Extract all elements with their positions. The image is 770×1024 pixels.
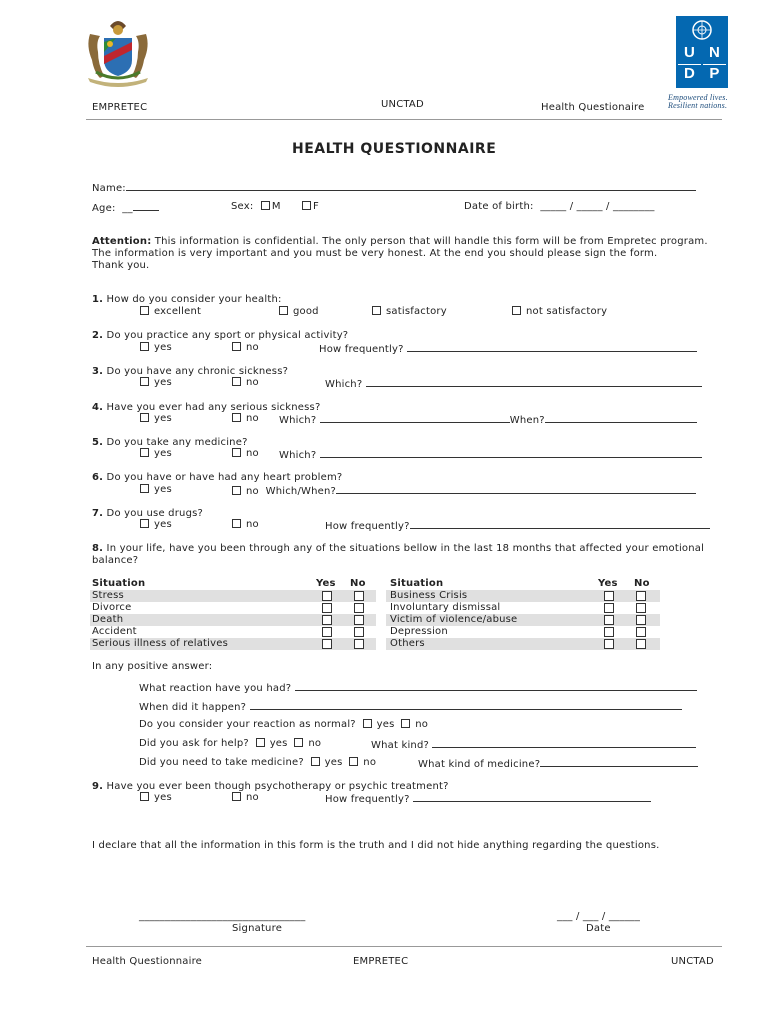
reaction-field [139,681,697,694]
table-row [90,614,376,626]
undp-letter-u: U [683,44,696,61]
checkbox[interactable] [232,377,241,386]
q5-which [279,448,702,461]
table-row [386,590,660,602]
q6-number: 6. [92,472,104,483]
situation-label: Others [390,638,425,649]
q5-extra-label: Which? [279,450,317,461]
reaction-input[interactable] [295,681,697,691]
name-label: Name: [92,183,126,194]
help-yes-checkbox[interactable] [256,738,265,747]
checkbox[interactable] [232,342,241,351]
dob-field [464,201,655,212]
yes-label: yes [154,342,172,353]
sex-field [231,201,319,212]
header-right: Health Questionaire [541,102,645,113]
q9-text: Have you ever been though psychotherapy or psychic treatment? [103,781,449,792]
q9-frequency-input[interactable] [413,792,651,802]
name-field [92,181,696,194]
q6-text: Do you have or have had any heart problem? [103,472,343,483]
no-label: no [363,757,377,768]
q3-which [325,377,702,390]
q4-question [92,402,320,413]
header-divider [86,119,722,120]
yes-label: yes [154,792,172,803]
header-left: EMPRETEC [92,102,148,113]
date-label: Date [586,923,611,934]
what-kind-medicine-input[interactable] [540,757,698,767]
q1-number: 1. [92,294,104,305]
undp-letter-p: P [703,64,726,83]
q3-question [92,366,288,377]
yes-label: yes [154,448,172,459]
q8-number: 8. [92,543,104,554]
table-row [386,638,660,650]
q4-number: 4. [92,402,104,413]
when-label: When did it happen? [139,702,247,713]
yes-label: yes [269,738,288,749]
q7-no[interactable] [232,519,259,530]
no-label: no [246,519,259,530]
q7-frequency-input[interactable] [410,519,710,529]
q5-number: 5. [92,437,104,448]
q1-opt-label: satisfactory [386,306,447,317]
checkbox[interactable] [232,792,241,801]
no-label: no [246,342,259,353]
q2-yes[interactable] [140,342,172,353]
checkbox[interactable] [512,306,521,315]
undp-tagline-1: Empowered lives. [668,93,728,102]
q4-when-input[interactable] [545,413,697,423]
table-header-yes-left: Yes [316,578,336,589]
help-label: Did you ask for help? [139,738,249,749]
q3-which-input[interactable] [366,377,702,387]
un-emblem-icon [676,18,728,42]
q9-number: 9. [92,781,104,792]
name-input[interactable] [126,181,696,191]
no-label: no [415,719,429,730]
no-label: no [246,448,259,459]
situation-no-checkbox[interactable] [636,603,646,613]
no-label: no [246,486,259,497]
undp-letter-n: N [708,44,721,61]
yes-label: yes [324,757,343,768]
situation-label: Depression [390,626,448,637]
situation-label: Victim of violence/abuse [390,614,518,625]
yes-label: yes [154,377,172,388]
what-kind-input[interactable] [432,738,696,748]
situation-label: Business Crisis [390,590,468,601]
q6-question [92,472,342,483]
q7-yes[interactable] [140,519,172,530]
q8-text-1: In your life, have you been through any of the situations bellow in the last 18 months that affected your emotional [103,543,705,554]
declaration-text: I declare that all the information in this form is the truth and I did not hide anything regarding the questions. [92,840,660,851]
situation-no-checkbox[interactable] [354,603,364,613]
situation-no-checkbox[interactable] [354,591,364,601]
footer-right: UNCTAD [671,956,714,967]
q8-question-line-2: balance? [92,555,139,566]
situation-yes-checkbox[interactable] [604,603,614,613]
medicine-field [139,757,376,768]
what-kind-medicine-label: What kind of medicine? [418,759,541,770]
table-row [386,614,660,626]
situation-yes-checkbox[interactable] [322,615,332,625]
q6-input[interactable] [336,484,696,494]
normal-field [139,719,428,730]
q2-question [92,330,348,341]
q2-extra-label: How frequently? [319,344,404,355]
situation-label: Serious illness of relatives [92,638,229,649]
table-header-yes-right: Yes [598,578,618,589]
table-row [90,590,376,602]
checkbox[interactable] [232,413,241,422]
header-center: UNCTAD [381,99,424,110]
q2-no[interactable] [232,342,259,353]
date-line[interactable]: ___ / ___ / ______ [557,911,641,922]
reaction-label: What reaction have you had? [139,683,292,694]
medicine-no-checkbox[interactable] [349,757,358,766]
situation-no-checkbox[interactable] [354,615,364,625]
situation-no-checkbox[interactable] [636,615,646,625]
q1-opt-label: good [293,306,319,317]
age-blank: __ [122,203,133,214]
checkbox[interactable] [279,306,288,315]
checkbox[interactable] [372,306,381,315]
footer-left: Health Questionnaire [92,956,203,967]
q1-opt-not-satisfactory[interactable] [512,306,607,317]
what-kind-field [371,738,696,751]
q9-frequency [325,792,651,805]
attention-text-1: This information is confidential. The only person that will handle this form will be from Empretec program. [151,236,708,247]
q7-frequency [325,519,710,532]
attention-label: Attention: [92,236,152,247]
q2-text: Do you practice any sport or physical activity? [103,330,349,341]
table-header-situation-left: Situation [92,578,146,589]
age-field [92,201,159,214]
medicine-yes-checkbox[interactable] [311,757,320,766]
checkbox[interactable] [232,448,241,457]
no-label: no [246,413,259,424]
q4-no[interactable] [232,413,259,424]
undp-logo [676,16,728,88]
q2-frequency [319,342,697,355]
q4-when-label: When? [509,415,545,426]
age-label: Age: [92,203,116,214]
q9-extra-label: How frequently? [325,794,410,805]
q5-yes[interactable] [140,448,172,459]
checkbox[interactable] [140,484,149,493]
q9-question [92,781,449,792]
q7-text: Do you use drugs? [103,508,204,519]
dob-label: Date of birth: [464,201,534,212]
q8-question-line-1 [92,543,704,554]
positive-intro: In any positive answer: [92,661,213,672]
normal-no-checkbox[interactable] [401,719,410,728]
table-header-situation-right: Situation [390,578,444,589]
q3-no[interactable] [232,377,259,388]
situation-no-checkbox[interactable] [354,627,364,637]
situation-no-checkbox[interactable] [636,639,646,649]
sex-m-checkbox[interactable] [261,201,270,210]
what-kind-medicine-field [418,757,698,770]
situation-label: Involuntary dismissal [390,602,501,613]
page-title: HEALTH QUESTIONNAIRE [292,141,497,157]
attention-line-3: Thank you. [92,260,150,271]
checkbox[interactable] [140,413,149,422]
checkbox[interactable] [140,448,149,457]
situation-yes-checkbox[interactable] [604,615,614,625]
age-input[interactable] [133,201,159,211]
table-row [386,602,660,614]
table-header-no-left: No [350,578,366,589]
situation-yes-checkbox[interactable] [322,639,332,649]
q9-yes[interactable] [140,792,172,803]
q6-yes[interactable] [140,484,172,495]
sex-m-label: M [271,201,281,212]
q5-no[interactable] [232,448,259,459]
no-label: no [308,738,322,749]
help-no-checkbox[interactable] [294,738,303,747]
checkbox[interactable] [232,486,241,495]
undp-letter-d: D [678,64,701,83]
signature-label: Signature [232,923,283,934]
q1-text: How do you consider your health: [103,294,282,305]
q1-question [92,294,282,305]
sex-f-label: F [313,201,319,212]
checkbox[interactable] [232,519,241,528]
q1-opt-label: excellent [154,306,202,317]
when-field [139,700,682,713]
when-input[interactable] [250,700,682,710]
q1-opt-good[interactable] [279,306,319,317]
table-header-no-right: No [634,578,650,589]
q2-number: 2. [92,330,104,341]
situation-no-checkbox[interactable] [354,639,364,649]
yes-label: yes [376,719,395,730]
q1-opt-excellent[interactable] [140,306,201,317]
q5-question [92,437,248,448]
no-label: no [246,377,259,388]
checkbox[interactable] [140,377,149,386]
q4-which [279,413,697,426]
situation-label: Divorce [92,602,132,613]
signature-line[interactable]: ________________________________ [139,911,306,922]
dob-blank[interactable]: _____ / _____ / ________ [540,201,655,212]
situation-label: Stress [92,590,124,601]
q5-text: Do you take any medicine? [103,437,248,448]
footer-divider [86,946,722,947]
q3-yes[interactable] [140,377,172,388]
q3-number: 3. [92,366,104,377]
situation-yes-checkbox[interactable] [604,591,614,601]
q3-extra-label: Which? [325,379,363,390]
situation-label: Accident [92,626,137,637]
no-label: no [246,792,259,803]
footer-center: EMPRETEC [353,956,409,967]
q7-number: 7. [92,508,104,519]
q3-text: Do you have any chronic sickness? [103,366,289,377]
q4-text: Have you ever had any serious sickness? [103,402,321,413]
attention-line-1 [92,236,708,247]
yes-label: yes [154,484,172,495]
q6-extra-label: Which/When? [265,486,337,497]
situation-yes-checkbox[interactable] [604,639,614,649]
sex-f-checkbox[interactable] [302,201,311,210]
checkbox[interactable] [140,792,149,801]
q6-no[interactable] [232,484,696,497]
q2-frequency-input[interactable] [407,342,697,352]
q7-question [92,508,203,519]
table-row [90,638,376,650]
help-field [139,738,321,749]
checkbox[interactable] [140,306,149,315]
table-row [90,602,376,614]
yes-label: yes [154,413,172,424]
normal-label: Do you consider your reaction as normal? [139,719,356,730]
coat-of-arms-logo [80,16,156,88]
situation-label: Death [92,614,124,625]
attention-line-2: The information is very important and you must be very honest. At the end you should please sign the form. [92,248,658,259]
q9-no[interactable] [232,792,259,803]
undp-tagline-2: Resilient nations. [668,101,728,110]
q4-which-input[interactable] [320,413,510,423]
situation-yes-checkbox[interactable] [322,603,332,613]
q1-opt-label: not satisfactory [526,306,608,317]
situation-no-checkbox[interactable] [636,591,646,601]
table-row [386,626,660,638]
q1-opt-satisfactory[interactable] [372,306,447,317]
situation-yes-checkbox[interactable] [322,627,332,637]
q4-extra-label: Which? [279,415,317,426]
situation-yes-checkbox[interactable] [604,627,614,637]
checkbox[interactable] [140,519,149,528]
q4-yes[interactable] [140,413,172,424]
q7-extra-label: How frequently? [325,521,410,532]
checkbox[interactable] [140,342,149,351]
table-row [90,626,376,638]
what-kind-label: What kind? [371,740,430,751]
normal-yes-checkbox[interactable] [363,719,372,728]
situation-yes-checkbox[interactable] [322,591,332,601]
yes-label: yes [154,519,172,530]
sex-label: Sex: [231,201,254,212]
q5-which-input[interactable] [320,448,702,458]
situation-no-checkbox[interactable] [636,627,646,637]
medicine-label: Did you need to take medicine? [139,757,304,768]
